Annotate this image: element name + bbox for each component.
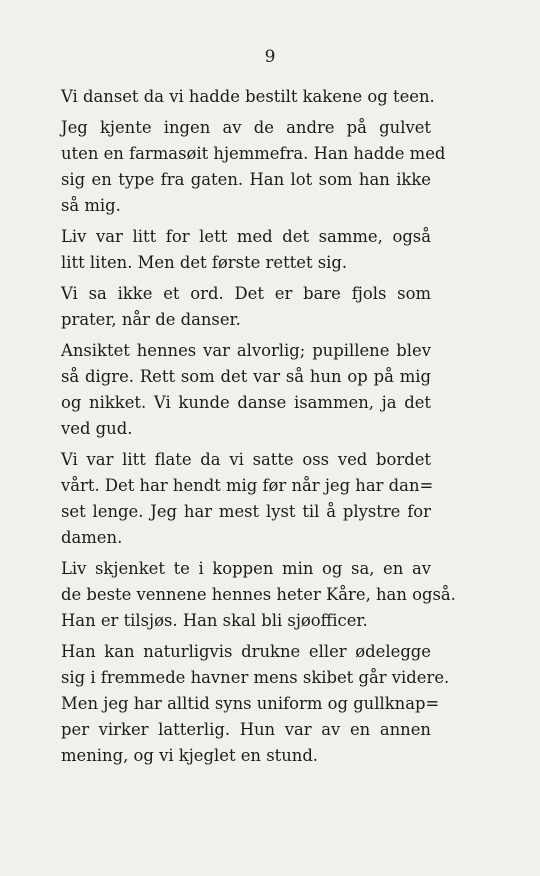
text-line: og nikket. Vi kunde danse isammen, ja det (61, 393, 431, 412)
text-line: sig i fremmede havner mens skibet går videre. (61, 668, 450, 687)
text-line: Vi sa ikke et ord. Det er bare fjols som (61, 284, 431, 303)
paragraph (61, 84, 435, 110)
paragraph (61, 224, 431, 276)
text-line: Liv skjenket te i koppen min og sa, en av (61, 559, 431, 578)
text-line: så mig. (61, 196, 121, 215)
paragraph (61, 115, 446, 219)
text-line: litt liten. Men det første rettet sig. (61, 253, 348, 272)
text-line: så digre. Rett som det var så hun op på mig (61, 367, 431, 386)
text-line: per virker latterlig. Hun var av en annen (61, 720, 431, 739)
text-line: ved gud. (61, 419, 133, 438)
paragraph (61, 556, 456, 634)
text-line: vårt. Det har hendt mig før når jeg har dan= (61, 476, 434, 495)
paragraph (61, 338, 431, 442)
text-body (61, 84, 456, 774)
page-number: 9 (264, 47, 276, 67)
paragraph (61, 281, 431, 333)
text-line: prater, når de danser. (61, 310, 241, 329)
text-line: Han er tilsjøs. Han skal bli sjøofficer. (61, 611, 368, 630)
text-line: uten en farmasøit hjemmefra. Han hadde med (61, 144, 446, 163)
text-line: Han kan naturligvis drukne eller ødelegge (61, 642, 431, 661)
paragraph (61, 639, 450, 769)
text-line: mening, og vi kjeglet en stund. (61, 746, 319, 765)
text-line: Ansiktet hennes var alvorlig; pupillene blev (61, 341, 431, 360)
paragraph (61, 447, 434, 551)
text-line: set lenge. Jeg har mest lyst til å plystre for (61, 502, 431, 521)
text-line: damen. (61, 528, 123, 547)
text-line: Vi var litt flate da vi satte oss ved bordet (61, 450, 431, 469)
text-line: Men jeg har alltid syns uniform og gullknap= (61, 694, 440, 713)
text-line: Jeg kjente ingen av de andre på gulvet (61, 118, 431, 137)
text-line: Vi danset da vi hadde bestilt kakene og teen. (61, 87, 435, 106)
text-line: de beste vennene hennes heter Kåre, han også. (61, 585, 456, 604)
text-line: sig en type fra gaten. Han lot som han ikke (61, 170, 431, 189)
text-line: Liv var litt for lett med det samme, også (61, 227, 431, 246)
